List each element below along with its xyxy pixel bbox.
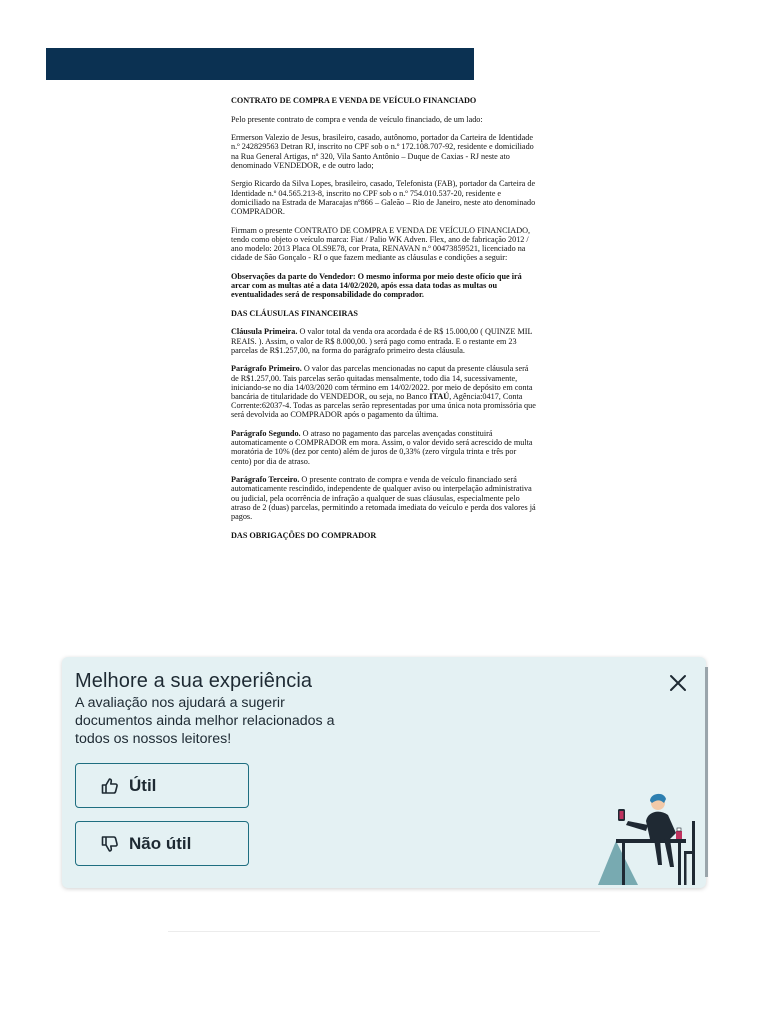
paragraph-second-label: Parágrafo Segundo. (231, 429, 301, 438)
paragraph-second (231, 429, 536, 466)
thumbs-down-icon (100, 834, 120, 854)
paragraph-second-text: O atraso no pagamento das parcelas avençadas constituirá automaticamente o COMPRADOR em mora. Assim, o valor devido será acrescido de multa moratória de 10% (dez por cento) além de juros de 0,33% (zero vírgula trinta e três por cento) por dia de atraso. (231, 429, 533, 466)
object-paragraph: Firmam o presente CONTRATO DE COMPRA E VENDA DE VEÍCULO FINANCIADO, tendo como objeto o veículo marca: Fiat / Palio WK Adven. Flex, ano de fabricação 2012 / ano modelo: 2013 Placa OLS9E78, cor Prata, RENAVAN n.º 00473859521, licenciado na cidade de São Gonçalo - RJ o que fazem mediante as cláusulas e condições a seguir: (231, 225, 531, 263)
seller-paragraph: Ermerson Valezio de Jesus, brasileiro, casado, autônomo, portador da Carteira de Identidade n.º 242829563 Detran RJ, inscrito no CPF sob o n.º 172.108.707-92, residente e domiciliado na Rua General Artigas, nº 320, Vila Santo Antônio – Duque de Caxias - RJ neste ato denominado VENDEDOR, e de outro lado; (231, 133, 534, 170)
buyer-obligations-heading: DAS OBRIGAÇÕES DO COMPRADOR (231, 530, 377, 540)
contract-title: CONTRATO DE COMPRA E VENDA DE VEÍCULO FINANCIADO (231, 96, 477, 105)
not-useful-button[interactable] (75, 821, 249, 866)
page-divider (168, 931, 600, 932)
bank-name: ITAÚ (429, 392, 450, 401)
buyer-paragraph: Sergio Ricardo da Silva Lopes, brasileiro, casado, Telefonista (FAB), portador da Carteira de Identidade n.º 04.565.213-8, inscrito no CPF sob o n.º 754.010.537-20, residente e domiciliado na Estrada de Maracajas nº866 – Galeão – Rio de Janeiro, neste ato denominado COMPRADOR. (231, 179, 536, 216)
paragraph-first (231, 364, 536, 419)
scrollbar-edge (705, 667, 708, 877)
thumbs-up-icon (100, 776, 120, 796)
close-button[interactable] (666, 671, 690, 695)
clause-first-label: Cláusula Primeira. (231, 327, 298, 337)
paragraph-third (231, 475, 536, 521)
financial-clauses-heading: DAS CLÁUSULAS FINANCEIRAS (231, 308, 358, 318)
document-header-bar (46, 48, 474, 80)
seller-observation: Observações da parte do Vendedor: O mesmo informa por meio deste ofício que irá arcar com as multas até a data 14/02/2020, após essa data todas as multas ou eventualidades será de responsabilidade do comprador. (231, 271, 522, 300)
paragraph-third-label: Parágrafo Terceiro. (231, 475, 300, 485)
feedback-title: Melhore a sua experiência (75, 670, 313, 692)
contract-intro: Pelo presente contrato de compra e venda de veículo financiado, de um lado: (231, 114, 483, 124)
useful-label: Útil (129, 775, 157, 795)
feedback-description: A avaliação nos ajudará a sugerir documentos ainda melhor relacionados a todos os nossos leitores! (75, 695, 335, 747)
paragraph-first-text-a: O valor das parcelas mencionadas no caput da presente cláusula será de R$1.257,00. Tais parcelas serão quitadas mensalmente, todo dia 14, sucessivamente, iniciando-se no dia 14/03/2020 com término em 14/02/2022. por meio de depósito em conta bancária de titularidade do VENDEDOR, ou seja, no Banco (231, 364, 533, 401)
useful-button[interactable] (75, 763, 249, 808)
paragraph-first-text-b: , Agência:0417, Conta Corrente:62037-4. Todas as parcelas serão representadas por uma única nota promissória que será devolvida ao COMPRADOR após o pagamento da última. (231, 392, 536, 420)
clause-first (231, 327, 536, 355)
feedback-dialog (62, 657, 706, 888)
close-icon (666, 671, 690, 695)
document-page (231, 96, 536, 549)
paragraph-third-text: O presente contrato de compra e venda de veículo financiado será automaticamente rescindido, independente de qualquer aviso ou interpelação administrativa ou judicial, pela ocorrência de infração a qualquer de suas cláusulas, especialmente pelo atraso de 2 (duas) parcelas, permitindo a retomada imediata do veículo e perda dos valores já pagos. (231, 475, 536, 522)
paragraph-first-label: Parágrafo Primeiro. (231, 364, 302, 374)
reader-illustration (598, 781, 704, 885)
not-useful-label: Não útil (129, 833, 192, 853)
clause-first-text: O valor total da venda ora acordada é de R$ 15.000,00 ( QUINZE MIL REAIS. ). Assim, o valor de R$ 8.000,00. ) será pago como entrada. E o restante em 23 parcelas de R$1.257,00, na forma do parágrafo primeiro desta cláusula. (231, 327, 533, 355)
